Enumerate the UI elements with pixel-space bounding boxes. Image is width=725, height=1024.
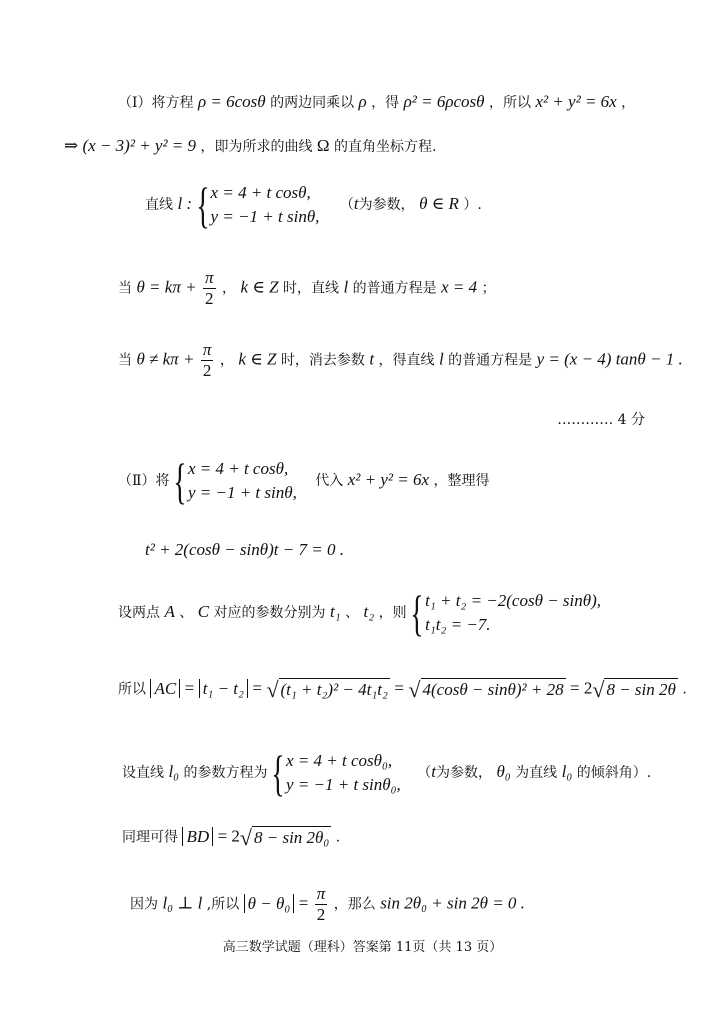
text: 、 [179,605,194,621]
fraction [315,884,328,925]
math: ⇒ (x − 3)² + y² = 9 [64,136,197,155]
text: ,所以 [206,896,240,913]
math: = 2 [217,826,240,846]
text: 的普通方程是 [448,352,533,369]
page-footer: 高三数学试题（理科）答案第 11页（共 13 页） [222,940,503,955]
system-row: y = −1 + t sinθ, [210,207,320,226]
text: 为直线 [515,765,558,781]
equation-system [173,453,297,509]
text: 的直角坐标方程. [334,139,437,155]
line-l-system [145,177,482,233]
equation-system [410,585,602,641]
system-row: x = 4 + t cosθ, [187,459,289,478]
text: ，整理得 [433,473,490,489]
math: C [197,602,210,621]
system-row: y = −1 + t sinθ₀, [286,775,401,794]
numerator: π [316,884,326,903]
math: t [431,762,436,781]
math: = [298,893,309,913]
math: sin 2θ₀ + sin 2θ = 0 . [380,893,525,913]
math: = 2 [570,678,593,698]
text: 当 [118,280,132,297]
part2-line [118,453,490,509]
abs-value: BD [182,827,213,846]
math: x² + y² = 6x [535,92,617,111]
abs-value: t₁ − t₂ [199,679,248,698]
radicand: 8 − sin 2θ [606,680,676,699]
text: 代入 [315,473,344,489]
ac-line [118,678,687,701]
text: ，即为所求的曲线 [200,139,313,155]
math: θ ∈ R [419,194,459,213]
text: ， [222,280,236,297]
text: ， [219,352,234,369]
text: （Ⅱ）将 [118,473,170,489]
radical-sign: √ [592,677,605,702]
text: 的参数方程为 [183,765,268,781]
math: t₁ [330,602,341,621]
perp-line [130,884,525,925]
math: = [184,678,195,698]
text: 时，直线 [283,280,339,297]
text: ）. [463,197,482,213]
system-row: t₁ + t₂ = −2(cosθ − sinθ), [425,591,602,610]
numerator: π [202,340,212,359]
text: 为参数， [358,197,415,213]
abs-value: θ − θ₀ [244,894,295,913]
text: 当 [118,352,132,369]
fraction [201,340,214,381]
math: t [353,194,359,213]
math: ρ = 6cosθ [197,92,266,111]
math: k ∈ Z [238,349,277,369]
params-line [118,585,602,641]
radical [592,678,678,701]
brace-glyph: { [410,585,424,641]
text: 为参数， [435,765,492,781]
math: x² + y² = 6x [347,470,430,489]
math: l : [177,194,193,213]
math: θ ≠ kπ + [136,349,195,369]
text: 的普通方程是 [352,280,437,297]
brace-glyph: { [195,177,210,233]
part1-line2 [64,136,436,157]
text: ； [481,280,496,297]
text: ，得 [371,95,400,111]
math: l₀ [561,762,573,781]
denominator: 2 [316,905,326,924]
brace-glyph: { [271,745,285,801]
equation-system [195,177,320,233]
radicand: (t₁ + t₂)² − 4t₁t₂ [280,680,388,699]
score-marker: ………… 4 分 [557,412,645,428]
math: k ∈ Z [240,277,279,297]
math: l₀ [168,762,180,781]
text: ， [621,95,636,111]
math: t₂ [363,602,375,621]
radical [408,678,565,701]
math: l [438,349,444,369]
denominator: 2 [202,361,212,380]
text: 、 [345,605,360,621]
l0-line [122,745,652,801]
system-row: y = −1 + t sinθ, [187,483,297,502]
part1-line1 [118,92,635,113]
text: 因为 [130,896,158,913]
text: 对应的参数分别为 [213,605,326,621]
text: （ [339,197,354,213]
math: ρ² = 6ρcosθ [403,92,485,111]
math: ρ [358,92,367,111]
math: θ₀ [496,762,511,781]
math: = [394,678,404,698]
abs-value: AC [150,679,180,698]
equation-system [271,745,401,801]
math: y = (x − 4) tanθ − 1 . [536,349,683,369]
fraction [203,268,216,309]
text: ，那么 [333,896,376,913]
math: x = 4 [441,277,478,297]
denominator: 2 [205,289,214,308]
math: t [369,349,375,369]
math: l [343,277,349,297]
radical-sign: √ [239,825,252,850]
case1-line [118,268,496,309]
system-row: x = 4 + t cosθ, [210,183,311,202]
radical [240,826,331,849]
math: A [164,602,175,621]
system-row: x = 4 + t cosθ₀, [286,751,393,770]
radical-sign: √ [408,677,421,702]
text: . [335,829,341,846]
text: 时，消去参数 [280,352,365,369]
text: 所以 [118,681,146,698]
text: ，则 [378,605,407,621]
radicand: 8 − sin 2θ₀ [254,828,330,847]
text: . [682,681,687,698]
numerator: π [205,268,214,287]
text: （Ⅰ）将方程 [118,95,194,111]
text: 设直线 [122,765,164,781]
text: 直线 [145,197,173,213]
radical-sign: √ [266,677,279,702]
text: 的倾斜角）. [576,765,652,781]
bd-line [122,826,340,849]
math: = [252,678,262,698]
text: 设两点 [118,605,160,621]
math: θ = kπ + [136,277,197,297]
text: ，所以 [488,95,531,111]
text: ，得直线 [378,352,435,369]
math: l₀ ⊥ l [162,893,203,913]
quadratic-equation: t² + 2(cosθ − sinθ)t − 7 = 0 . [145,540,344,559]
radical [266,678,389,701]
case2-line [118,340,683,381]
radicand: 4(cosθ − sinθ)² + 28 [422,680,564,699]
math: Ω [316,136,330,155]
brace-glyph: { [173,453,187,509]
text: 的两边同乘以 [270,95,355,111]
text: （ [417,765,432,781]
text: 同理可得 [122,829,178,846]
system-row: t₁t₂ = −7. [425,615,491,634]
